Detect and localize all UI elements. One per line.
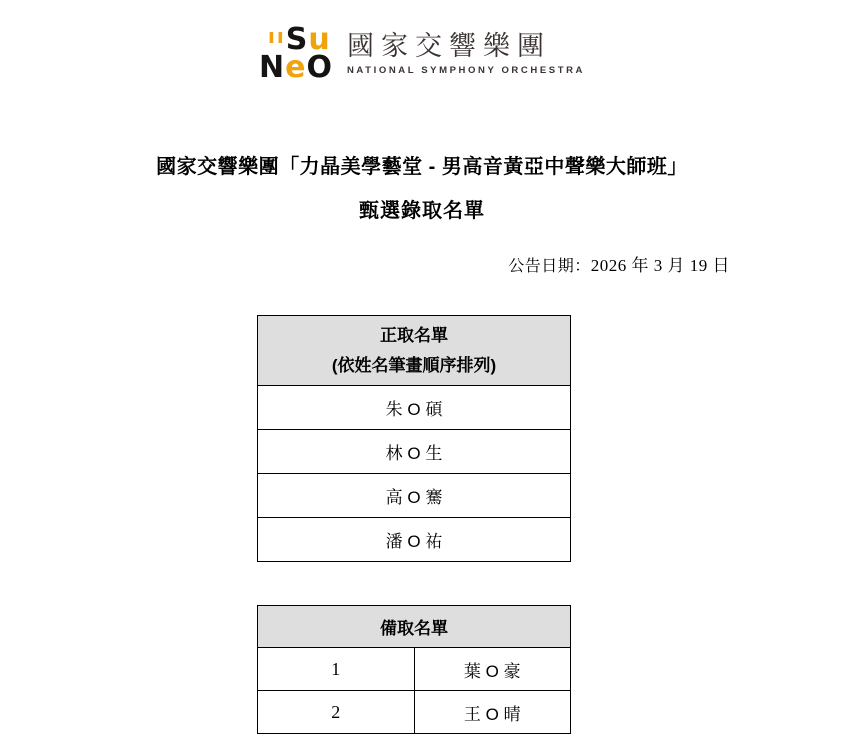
announcement-date xyxy=(508,251,730,276)
waitlist-name: 王 O 晴 xyxy=(414,691,571,734)
admitted-name: 朱 O 碩 xyxy=(258,386,571,430)
waitlist-table-header: 備取名單 xyxy=(258,606,571,648)
admitted-name: 高 O 騫 xyxy=(258,474,571,518)
nso-logo xyxy=(0,22,844,85)
table-header-row xyxy=(258,606,571,648)
admitted-name: 林 O 生 xyxy=(258,430,571,474)
table-header-row xyxy=(258,316,571,386)
admitted-list-table xyxy=(257,315,571,562)
document-title-line2: 甄選錄取名單 xyxy=(359,200,485,222)
admitted-table-header xyxy=(258,316,571,386)
admitted-header-line1: 正取名單 xyxy=(380,325,448,345)
admitted-name: 潘 O 祐 xyxy=(258,518,571,562)
table-row xyxy=(258,648,571,691)
document-title-line1: 國家交響樂團「力晶美學藝堂 - 男高音黃亞中聲樂大師班」 xyxy=(156,156,688,178)
admitted-header-line2: (依姓名筆畫順序排列) xyxy=(331,355,497,375)
table-row xyxy=(258,691,571,734)
announcement-date-value: 2026 年 3 月 19 日 xyxy=(590,256,730,275)
nso-logo-icon: $^{ıı}$Su NeO xyxy=(258,22,333,85)
table-row xyxy=(258,518,571,562)
waitlist-rank: 1 xyxy=(258,648,415,691)
waitlist-rank: 2 xyxy=(258,691,415,734)
waitlist-table xyxy=(257,605,571,734)
org-name-zh: 國家交響樂團 xyxy=(346,31,551,62)
waitlist-name: 葉 O 豪 xyxy=(414,648,571,691)
announcement-date-label: 公告日期： xyxy=(508,258,591,275)
table-row xyxy=(258,386,571,430)
logo-tick-marks: ıı xyxy=(267,24,286,48)
table-row xyxy=(258,474,571,518)
table-row xyxy=(258,430,571,474)
logo-text-block xyxy=(347,31,585,76)
org-name-en: NATIONAL SYMPHONY ORCHESTRA xyxy=(346,65,586,77)
